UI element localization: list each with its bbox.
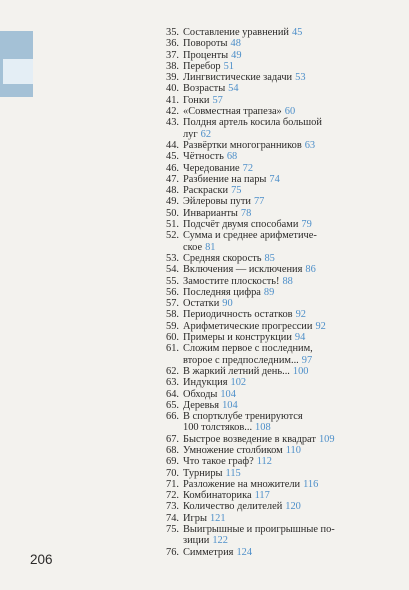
toc-entry-page: 78 xyxy=(240,207,252,219)
toc-entry-page: 63 xyxy=(304,139,316,151)
toc-entry-number: 38. xyxy=(166,60,179,72)
toc-entry-page: 109 xyxy=(318,433,335,445)
toc-entry-text xyxy=(183,501,400,512)
toc-entry xyxy=(150,501,400,512)
toc-entry xyxy=(150,434,400,445)
toc-entry xyxy=(150,27,400,38)
toc-entry-title: Чередование xyxy=(183,162,240,174)
toc-entry-title: Разбиение на пары xyxy=(183,173,267,185)
toc-entry-page: 68 xyxy=(226,151,238,163)
toc-entry xyxy=(150,276,400,287)
toc-entry xyxy=(150,61,400,72)
toc-entry-title: Сложим первое с последним, xyxy=(183,343,313,355)
toc-entry-text xyxy=(183,377,400,388)
toc-entry-title: Чётность xyxy=(183,151,224,163)
toc-entry-number: 72. xyxy=(166,490,179,502)
toc-entry-title: Примеры и конструкции xyxy=(183,332,292,344)
toc-entry-page: 115 xyxy=(225,467,241,479)
toc-entry-title: Количество делителей xyxy=(183,501,283,513)
toc-entry xyxy=(150,411,400,434)
toc-entry-title-continued: 100 толстяков... xyxy=(183,422,253,434)
toc-entry-number: 61. xyxy=(166,343,179,355)
toc-entry-page: 57 xyxy=(212,94,223,106)
toc-entry-page: 62 xyxy=(200,128,212,140)
toc-entry-number: 65. xyxy=(166,399,179,411)
toc-entry-page: 122 xyxy=(212,535,228,547)
toc-entry xyxy=(150,547,400,558)
toc-entry-text xyxy=(183,264,400,275)
toc-entry-number: 43. xyxy=(166,117,179,129)
toc-entry-number: 66. xyxy=(166,411,179,423)
toc-entry xyxy=(150,389,400,400)
toc-entry-title: Последняя цифра xyxy=(183,286,261,298)
toc-entry-title: Средняя скорость xyxy=(183,252,262,264)
toc-entry-page: 112 xyxy=(256,456,272,468)
toc-entry xyxy=(150,163,400,174)
toc-entry xyxy=(150,230,400,253)
toc-entry-text xyxy=(183,140,400,151)
toc-entry-title: В спортклубе тренируются xyxy=(183,411,303,423)
toc-entry xyxy=(150,445,400,456)
toc-entry-number: 36. xyxy=(166,38,179,50)
toc-entry-page: 72 xyxy=(242,162,254,174)
toc-entry xyxy=(150,343,400,366)
toc-entry-page: 45 xyxy=(291,27,303,38)
toc-entry-title: Быстрое возведение в квадрат xyxy=(183,433,316,445)
toc-entry-page: 121 xyxy=(209,512,226,524)
toc-entry-text xyxy=(183,95,400,106)
toc-entry-number: 76. xyxy=(166,546,179,558)
toc-entry-text xyxy=(183,287,400,298)
toc-entry-text xyxy=(183,106,400,117)
toc-entry-title: Лингвистические задачи xyxy=(183,72,293,84)
toc-entry-text xyxy=(183,434,400,445)
toc-entry-title: Раскраски xyxy=(183,185,229,197)
toc-entry-number: 67. xyxy=(166,433,179,445)
toc-entry-text xyxy=(183,479,400,490)
toc-entry-title: Индукция xyxy=(183,377,228,389)
toc-entry xyxy=(150,50,400,61)
toc-entry-text xyxy=(183,83,400,94)
toc-entry-number: 56. xyxy=(166,286,179,298)
toc-entry-title: Повороты xyxy=(183,38,228,50)
toc-entry-text xyxy=(183,400,400,411)
toc-entry-number: 62. xyxy=(166,365,179,377)
toc-entry-number: 60. xyxy=(166,332,179,344)
toc-entry-page: 75 xyxy=(231,185,242,197)
toc-entry-title: Замостите плоскость! xyxy=(183,275,280,287)
toc-entry-title: Подсчёт двумя способами xyxy=(183,219,299,231)
toc-entry-text xyxy=(183,72,400,83)
toc-entry-page: 48 xyxy=(230,38,241,50)
toc-entry xyxy=(150,72,400,83)
toc-entry-title-continued: ское xyxy=(183,241,203,253)
toc-entry-text xyxy=(183,547,400,558)
toc-entry-title: Игры xyxy=(183,512,207,524)
toc-entry-title: Перебор xyxy=(183,60,221,72)
toc-entry-title: Сумма и среднее арифметиче- xyxy=(183,230,317,242)
toc-entry-page: 102 xyxy=(230,377,247,389)
toc-entry-page: 54 xyxy=(228,83,239,95)
toc-entry-number: 52. xyxy=(166,230,179,242)
toc-entry-page: 81 xyxy=(205,241,216,253)
toc-entry-number: 68. xyxy=(166,444,179,456)
toc-entry-number: 75. xyxy=(166,524,179,536)
toc-entry-page: 94 xyxy=(294,332,306,344)
toc-entry-number: 51. xyxy=(166,219,179,231)
toc-entry-text xyxy=(183,276,400,287)
toc-entry-number: 39. xyxy=(166,72,179,84)
toc-entry-number: 44. xyxy=(166,139,179,151)
toc-entry-page: 117 xyxy=(254,490,270,502)
section-tab xyxy=(0,31,33,97)
toc-entry-text xyxy=(183,27,400,38)
toc-entry xyxy=(150,83,400,94)
toc-entry-number: 49. xyxy=(166,196,179,208)
toc-entry-title: Разложение на множители xyxy=(183,478,301,490)
toc-entry-number: 73. xyxy=(166,501,179,513)
toc-entry-title: Гонки xyxy=(183,94,210,106)
toc-entry-number: 69. xyxy=(166,456,179,468)
toc-entry xyxy=(150,309,400,320)
toc-entry xyxy=(150,287,400,298)
toc-entry-title: Полдня артель косила большой xyxy=(183,117,322,129)
toc-entry-title: Остатки xyxy=(183,298,220,310)
toc-entry-page: 53 xyxy=(295,72,306,84)
toc-entry-title: Эйлеровы пути xyxy=(183,196,251,208)
toc-entry-number: 74. xyxy=(166,512,179,524)
toc-entry-title: В жаркий летний день... xyxy=(183,365,290,377)
toc-entry-number: 55. xyxy=(166,275,179,287)
toc-entry xyxy=(150,332,400,343)
toc-entry-title: Деревья xyxy=(183,399,220,411)
toc-entry xyxy=(150,321,400,332)
toc-entry-text xyxy=(183,151,400,162)
toc-entry-title-continued: луг xyxy=(183,128,198,140)
toc-entry xyxy=(150,468,400,479)
toc-entry-text xyxy=(183,219,400,230)
toc-entry-number: 70. xyxy=(166,467,179,479)
toc-entry-text xyxy=(183,343,400,366)
page-number: 206 xyxy=(30,552,53,567)
toc-entry-text xyxy=(183,230,400,253)
toc-entry-title: Периодичность остатков xyxy=(183,309,293,321)
toc-entry-text xyxy=(183,332,400,343)
toc-entry-text xyxy=(183,185,400,196)
toc-entry-page: 74 xyxy=(269,173,280,185)
toc-entry-page: 104 xyxy=(222,399,238,411)
toc-entry-text xyxy=(183,163,400,174)
toc-entry-text xyxy=(183,389,400,400)
toc-entry-number: 53. xyxy=(166,252,179,264)
toc-entry-title: Обходы xyxy=(183,388,218,400)
toc-entry-text xyxy=(183,196,400,207)
toc-entry-text xyxy=(183,524,400,547)
toc-entry-text xyxy=(183,174,400,185)
toc-entry-page: 104 xyxy=(220,388,236,400)
toc-entry-number: 47. xyxy=(166,173,179,185)
toc-entry-number: 71. xyxy=(166,478,179,490)
toc-entry xyxy=(150,38,400,49)
toc-entry-number: 54. xyxy=(166,264,179,276)
toc-entry xyxy=(150,377,400,388)
toc-entry xyxy=(150,117,400,140)
toc-entry-number: 46. xyxy=(166,162,179,174)
toc-entry-page: 51 xyxy=(223,60,234,72)
toc-entry-title: Умножение столбиком xyxy=(183,444,283,456)
toc-entry xyxy=(150,106,400,117)
toc-entry-page: 77 xyxy=(253,196,265,208)
toc-entry-title: Комбинаторика xyxy=(183,490,252,502)
toc-entry-number: 48. xyxy=(166,185,179,197)
toc-entry-number: 41. xyxy=(166,94,179,106)
toc-entry-page: 110 xyxy=(285,444,301,456)
toc-entry-page: 85 xyxy=(264,252,275,264)
toc-entry-number: 59. xyxy=(166,320,179,332)
toc-entry xyxy=(150,219,400,230)
toc-entry-text xyxy=(183,366,400,377)
toc-entry-title: Что такое граф? xyxy=(183,456,254,468)
toc-entry-page: 92 xyxy=(295,309,306,321)
toc-entry xyxy=(150,524,400,547)
toc-entry xyxy=(150,400,400,411)
toc-entry-title: Включения — исключения xyxy=(183,264,303,276)
toc-entry xyxy=(150,151,400,162)
toc-entry-page: 88 xyxy=(282,275,293,287)
toc-entry xyxy=(150,253,400,264)
toc-entry-title: «Совместная трапеза» xyxy=(183,106,282,118)
toc-entry xyxy=(150,366,400,377)
toc-entry xyxy=(150,513,400,524)
toc-entry-text xyxy=(183,117,400,140)
toc-entry-title: Возрасты xyxy=(183,83,226,95)
toc-entry-text xyxy=(183,445,400,456)
toc-entry-title: Составление уравнений xyxy=(183,27,289,38)
toc-entry-number: 57. xyxy=(166,298,179,310)
toc-entry-page: 79 xyxy=(301,219,312,231)
toc-entry-number: 42. xyxy=(166,106,179,118)
toc-entry xyxy=(150,298,400,309)
toc-entry-text xyxy=(183,456,400,467)
toc-entry-text xyxy=(183,38,400,49)
toc-entry-page: 90 xyxy=(222,298,233,310)
toc-entry-page: 86 xyxy=(305,264,316,276)
toc-entry-page: 120 xyxy=(285,501,301,513)
toc-entry xyxy=(150,196,400,207)
toc-entry xyxy=(150,174,400,185)
toc-entry xyxy=(150,456,400,467)
toc-entry xyxy=(150,185,400,196)
toc-entry-page: 49 xyxy=(231,49,242,61)
toc-entry-text xyxy=(183,411,400,434)
toc-entry-number: 63. xyxy=(166,377,179,389)
toc-entry-page: 100 xyxy=(292,365,309,377)
toc-entry-number: 35. xyxy=(166,27,179,38)
toc-entry-number: 45. xyxy=(166,151,179,163)
toc-entry-number: 40. xyxy=(166,83,179,95)
section-tab-inner xyxy=(3,59,33,84)
toc-entry-title: Инварианты xyxy=(183,207,238,219)
toc-entry xyxy=(150,95,400,106)
toc-entry-title: Развёртки многогранников xyxy=(183,139,302,151)
toc-entry-text xyxy=(183,490,400,501)
toc-entry-page: 60 xyxy=(284,106,296,118)
toc-entry-text xyxy=(183,513,400,524)
toc-entry-text xyxy=(183,50,400,61)
toc-entry-text xyxy=(183,321,400,332)
toc-entry-text xyxy=(183,61,400,72)
toc-entry-number: 50. xyxy=(166,207,179,219)
toc-entry-text xyxy=(183,468,400,479)
toc-entry-page: 108 xyxy=(255,422,271,434)
toc-entry-text xyxy=(183,253,400,264)
toc-entry-title-continued: второе с предпоследним... xyxy=(183,354,299,366)
toc-entry-page: 97 xyxy=(301,354,313,366)
toc-entry-title-continued: зиции xyxy=(183,535,210,547)
toc-entry xyxy=(150,264,400,275)
toc-entry xyxy=(150,208,400,219)
table-of-contents xyxy=(150,27,400,558)
toc-entry-text xyxy=(183,298,400,309)
toc-entry xyxy=(150,490,400,501)
toc-entry-page: 92 xyxy=(315,320,326,332)
toc-entry-title: Проценты xyxy=(183,49,229,61)
toc-entry-page: 89 xyxy=(263,286,275,298)
toc-entry-title: Симметрия xyxy=(183,546,234,558)
toc-entry-text xyxy=(183,309,400,320)
toc-entry-number: 64. xyxy=(166,388,179,400)
toc-entry-page: 124 xyxy=(236,546,253,558)
toc-entry-number: 37. xyxy=(166,49,179,61)
toc-entry-title: Выигрышные и проигрышные по- xyxy=(183,524,335,536)
toc-entry-title: Турниры xyxy=(183,467,223,479)
toc-entry xyxy=(150,140,400,151)
toc-entry-number: 58. xyxy=(166,309,179,321)
toc-entry-text xyxy=(183,208,400,219)
toc-entry-page: 116 xyxy=(303,478,319,490)
toc-entry-title: Арифметические прогрессии xyxy=(183,320,313,332)
toc-entry xyxy=(150,479,400,490)
